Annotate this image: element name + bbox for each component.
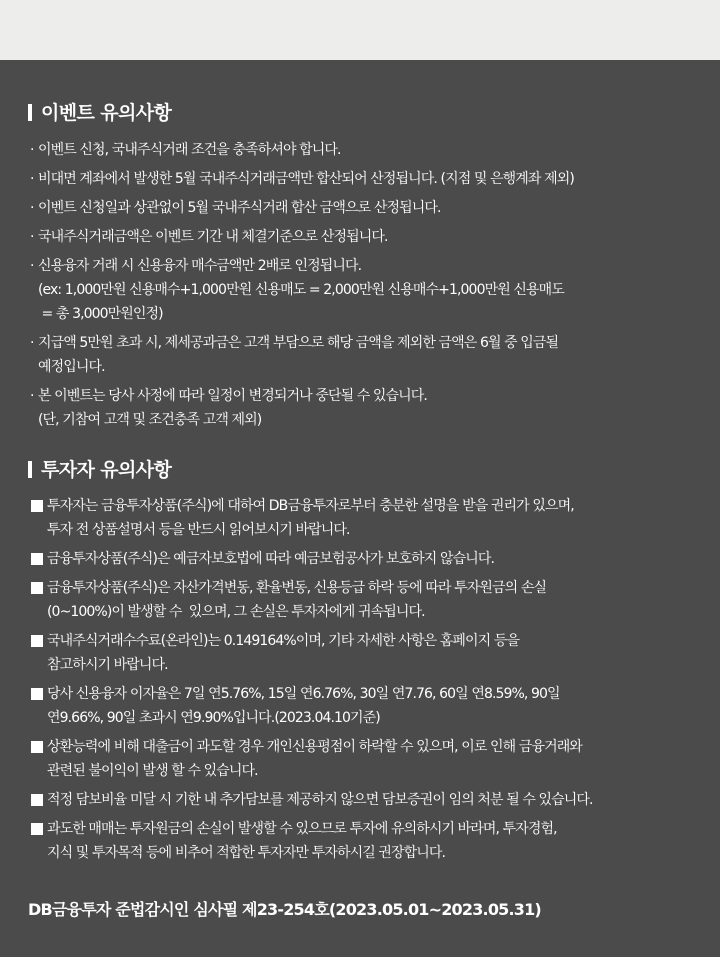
bullet-square-icon	[31, 500, 43, 512]
list-item: 과도한 매매는 투자원금의 손실이 발생할 수 있으므로 투자에 유의하시기 바라며, 투자경험, 지식 및 투자목적 등에 비추어 적합한 투자자만 투자하시길 권장합니다.	[28, 817, 708, 865]
top-band	[0, 0, 720, 60]
event-notice-title: 이벤트 유의사항	[41, 102, 172, 124]
bullet-square-icon	[31, 635, 43, 647]
list-item: 국내주식거래수수료(온라인)는 0.149164%이며, 기타 자세한 사항은 홈페이지 등을 참고하시기 바랍니다.	[28, 629, 708, 677]
bullet-dot-icon: ·	[30, 171, 34, 187]
investor-notice-title: 투자자 유의사항	[41, 459, 172, 481]
investor-notice-heading	[28, 455, 171, 482]
bullet-dot-icon: ·	[30, 229, 34, 245]
list-item: 금융투자상품(주식)은 예금자보호법에 따라 예금보험공사가 보호하지 않습니다.	[28, 547, 708, 571]
bullet-dot-icon: ·	[30, 258, 34, 274]
bullet-square-icon	[31, 553, 43, 565]
list-item: · 지급액 5만원 초과 시, 제세공과금은 고객 부담으로 해당 금액을 제외한 금액은 6월 중 입금될 예정입니다.	[28, 331, 708, 379]
list-item: · 이벤트 신청일과 상관없이 5월 국내주식거래 합산 금액으로 산정됩니다.	[28, 196, 708, 220]
notice-panel	[0, 60, 720, 957]
bullet-dot-icon: ·	[30, 142, 34, 158]
list-item: · 국내주식거래금액은 이벤트 기간 내 체결기준으로 산정됩니다.	[28, 225, 708, 249]
event-notice-list	[28, 138, 708, 437]
bullet-dot-icon: ·	[30, 335, 34, 351]
list-item: 상환능력에 비해 대출금이 과도할 경우 개인신용평점이 하락할 수 있으며, 이로 인해 금융거래와 관련된 불이익이 발생 할 수 있습니다.	[28, 735, 708, 783]
list-item: · 비대면 계좌에서 발생한 5월 국내주식거래금액만 합산되어 산정됩니다. (지점 및 은행계좌 제외)	[28, 167, 708, 191]
event-notice-heading	[28, 98, 171, 125]
heading-bar	[28, 461, 32, 478]
bullet-square-icon	[31, 741, 43, 753]
bullet-square-icon	[31, 823, 43, 835]
compliance-approval-number: DB금융투자 준법감시인 심사필 제23-254호(2023.05.01~2023.05.31)	[28, 900, 541, 919]
heading-bar	[28, 104, 32, 121]
list-item: 투자자는 금융투자상품(주식)에 대하여 DB금융투자로부터 충분한 설명을 받을 권리가 있으며, 투자 전 상품설명서 등을 반드시 읽어보시기 바랍니다.	[28, 494, 708, 542]
bullet-dot-icon: ·	[30, 200, 34, 216]
bullet-square-icon	[31, 582, 43, 594]
bullet-dot-icon: ·	[30, 388, 34, 404]
list-item: 적정 담보비율 미달 시 기한 내 추가담보를 제공하지 않으면 담보증권이 임의 처분 될 수 있습니다.	[28, 788, 708, 812]
list-item: 금융투자상품(주식)은 자산가격변동, 환율변동, 신용등급 하락 등에 따라 투자원금의 손실 (0~100%)이 발생할 수 있으며, 그 손실은 투자자에게 귀속됩니다.	[28, 576, 708, 624]
investor-notice-list	[28, 494, 708, 870]
list-item: · 신용융자 거래 시 신용융자 매수금액만 2배로 인정됩니다. (ex: 1,000만원 신용매수+1,000만원 신용매도 = 2,000만원 신용매수+1,000만원 신용매도 = 총 3,000만원인정)	[28, 254, 708, 326]
bullet-square-icon	[31, 688, 43, 700]
list-item: 당사 신용융자 이자율은 7일 연5.76%, 15일 연6.76%, 30일 연7.76, 60일 연8.59%, 90일 연9.66%, 90일 초과시 연9.90%입니다.(2023.04.10기준)	[28, 682, 708, 730]
list-item: · 이벤트 신청, 국내주식거래 조건을 충족하셔야 합니다.	[28, 138, 708, 162]
bullet-square-icon	[31, 794, 43, 806]
list-item: · 본 이벤트는 당사 사정에 따라 일정이 변경되거나 중단될 수 있습니다. (단, 기참여 고객 및 조건충족 고객 제외)	[28, 384, 708, 432]
